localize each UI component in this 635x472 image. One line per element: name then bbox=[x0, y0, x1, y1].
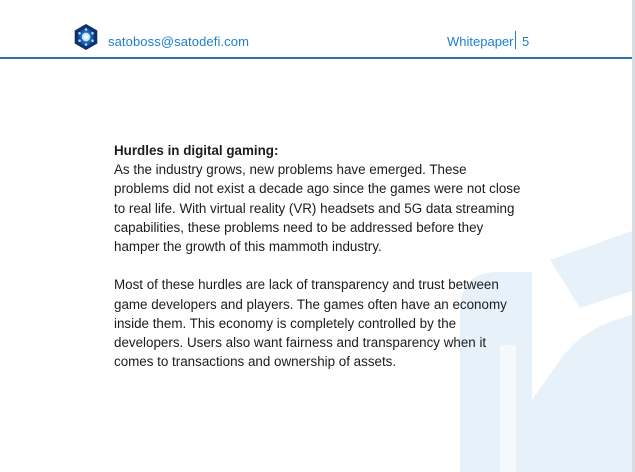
logo-icon bbox=[72, 23, 100, 51]
document-title: Whitepaper bbox=[447, 34, 514, 49]
header-separator bbox=[515, 31, 516, 49]
body-paragraph-2: Most of these hurdles are lack of transparency and trust between game developers and players. The games often have an economy inside them. This economy is completely controlled by the developers. Users also want fairness and transparency when it comes to transactions and ownership of assets. bbox=[114, 277, 507, 370]
header-rule bbox=[0, 57, 632, 59]
body-paragraph-1: As the industry grows, new problems have emerged. These problems did not exist a decade ago since the games were not close to real life. With virtual reality (VR) headsets and 5G data streaming capabilities, these problems need to be addressed before they hamper the growth of this mammoth industry. bbox=[114, 162, 521, 255]
header-email: satoboss@satodefi.com bbox=[108, 34, 250, 49]
page-number: 5 bbox=[522, 34, 530, 49]
main-content bbox=[114, 141, 524, 371]
section-heading: Hurdles in digital gaming: bbox=[114, 143, 279, 158]
page-header bbox=[0, 0, 635, 58]
